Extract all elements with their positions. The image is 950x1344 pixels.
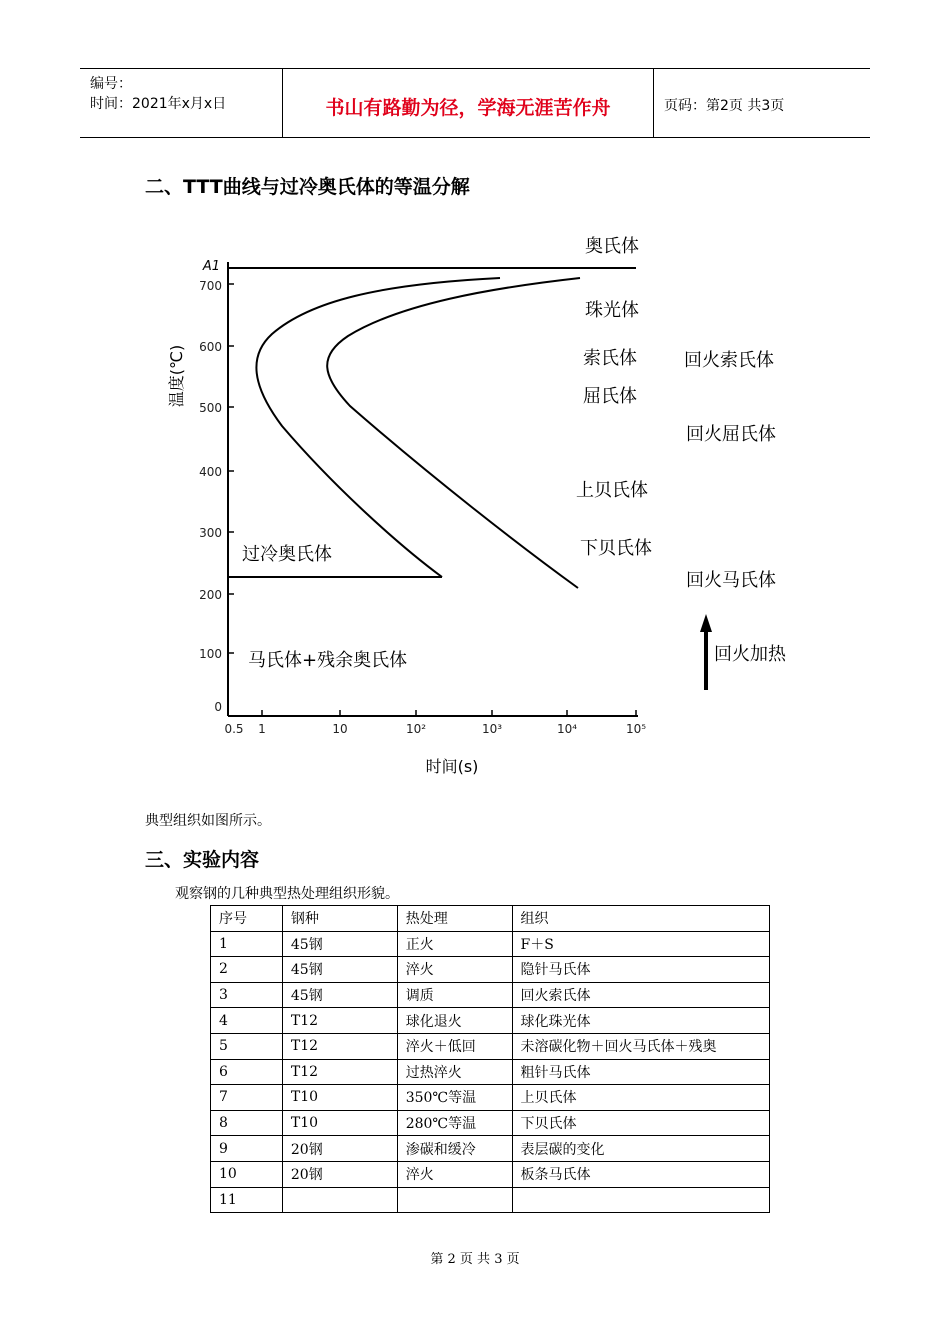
header-page-info: 页码：第2页 共3页 — [664, 98, 785, 114]
tempering-arrow-icon — [700, 614, 712, 632]
table-row — [211, 1085, 770, 1111]
table-cell: 20钢 — [282, 1136, 397, 1162]
table-cell: 下贝氏体 — [512, 1110, 769, 1136]
table-cell: 2 — [211, 957, 283, 983]
table-cell: 10 — [211, 1161, 283, 1187]
table-cell: 20钢 — [282, 1161, 397, 1187]
table-cell: 淬火 — [397, 1161, 512, 1187]
x-tick-label: 0.5 — [224, 722, 244, 736]
page-header — [80, 68, 870, 138]
label-martensite-retained: 马氏体+残余奥氏体 — [248, 650, 408, 671]
table-cell: 回火索氏体 — [512, 982, 769, 1008]
table-row — [211, 1033, 770, 1059]
table-cell: 板条马氏体 — [512, 1161, 769, 1187]
x-tick-label: 10² — [405, 722, 427, 736]
table-cell: 淬火 — [397, 957, 512, 983]
table-cell: 组织 — [512, 906, 769, 932]
experiment-table — [210, 905, 770, 1213]
y-tick-label: 500 — [199, 401, 222, 415]
x-tick-label: 10³ — [481, 722, 503, 736]
diagram-caption: 典型组织如图所示。 — [145, 813, 271, 829]
table-cell: 4 — [211, 1008, 283, 1034]
table-row — [211, 982, 770, 1008]
page-footer: 第 2 页 共 3 页 — [430, 1252, 520, 1267]
doc-time-label: 时间：2021年x月x日 — [90, 96, 227, 112]
table-cell: 280℃等温 — [397, 1110, 512, 1136]
label-upper-bainite: 上贝氏体 — [576, 480, 648, 501]
table-cell: T12 — [282, 1008, 397, 1034]
table-cell: F＋S — [512, 931, 769, 957]
table-cell: T12 — [282, 1059, 397, 1085]
y-tick-label: 200 — [199, 588, 222, 602]
table-cell: 过热淬火 — [397, 1059, 512, 1085]
table-cell: 7 — [211, 1085, 283, 1111]
ttt-diagram — [160, 226, 820, 786]
table-cell: 上贝氏体 — [512, 1085, 769, 1111]
table-cell: T10 — [282, 1085, 397, 1111]
table-cell: 热处理 — [397, 906, 512, 932]
header-meta — [80, 69, 283, 137]
y-tick-label: 100 — [199, 647, 222, 661]
table-cell: 正火 — [397, 931, 512, 957]
table-cell: 350℃等温 — [397, 1085, 512, 1111]
table-cell: 钢种 — [282, 906, 397, 932]
y-tick-label: 300 — [199, 526, 222, 540]
y-tick-label: 400 — [199, 465, 222, 479]
section3-intro: 观察钢的几种典型热处理组织形貌。 — [175, 886, 399, 902]
x-tick-label: 10⁴ — [556, 722, 578, 736]
table-cell — [397, 1187, 512, 1213]
label-austenite: 奥氏体 — [585, 236, 639, 257]
table-cell: 11 — [211, 1187, 283, 1213]
x-tick-label: 1 — [258, 722, 266, 736]
section2-title: 二、TTT曲线与过冷奥氏体的等温分解 — [145, 176, 470, 198]
a1-label: A1 — [202, 259, 220, 274]
table-cell: T10 — [282, 1110, 397, 1136]
table-row — [211, 957, 770, 983]
x-tick-label: 10⁵ — [625, 722, 647, 736]
label-tempered-martensite: 回火马氏体 — [686, 570, 776, 591]
table-cell: 6 — [211, 1059, 283, 1085]
y-tick-label: 0 — [214, 700, 222, 714]
table-row — [211, 1059, 770, 1085]
label-lower-bainite: 下贝氏体 — [580, 538, 652, 559]
table-cell: 粗针马氏体 — [512, 1059, 769, 1085]
table-cell: 8 — [211, 1110, 283, 1136]
table-cell: 1 — [211, 931, 283, 957]
label-sorbite: 索氏体 — [583, 348, 637, 369]
y-tick-label: 700 — [199, 279, 222, 293]
x-axis-title: 时间(s) — [425, 757, 479, 776]
table-row — [211, 1187, 770, 1213]
x-tick-label: 10 — [332, 722, 348, 736]
table-cell: 9 — [211, 1136, 283, 1162]
table-row — [211, 1136, 770, 1162]
start-curve — [256, 278, 500, 577]
table-row — [211, 931, 770, 957]
table-cell — [512, 1187, 769, 1213]
table-cell: 未溶碳化物＋回火马氏体＋残奥 — [512, 1033, 769, 1059]
label-tempering-heating: 回火加热 — [714, 644, 786, 665]
label-supercooled-austenite: 过冷奥氏体 — [242, 544, 332, 565]
section3-title: 三、实验内容 — [145, 849, 260, 871]
label-tempered-sorbite: 回火索氏体 — [684, 350, 774, 371]
table-cell: 调质 — [397, 982, 512, 1008]
finish-curve — [327, 278, 580, 588]
table-cell: T12 — [282, 1033, 397, 1059]
table-cell: 序号 — [211, 906, 283, 932]
table-row — [211, 1008, 770, 1034]
table-cell: 球化珠光体 — [512, 1008, 769, 1034]
header-motto: 书山有路勤为径，学海无涯苦作舟 — [325, 97, 611, 119]
table-cell: 淬火＋低回 — [397, 1033, 512, 1059]
table-cell: 渗碳和缓冷 — [397, 1136, 512, 1162]
y-tick-label: 600 — [199, 340, 222, 354]
table-cell: 45钢 — [282, 931, 397, 957]
table-cell: 3 — [211, 982, 283, 1008]
table-row — [211, 1161, 770, 1187]
table-cell: 45钢 — [282, 982, 397, 1008]
table-cell: 表层碳的变化 — [512, 1136, 769, 1162]
table-cell: 45钢 — [282, 957, 397, 983]
label-troostite: 屈氏体 — [583, 386, 637, 407]
table-cell — [282, 1187, 397, 1213]
doc-number-label: 编号： — [90, 76, 132, 92]
table-header-row — [211, 906, 770, 932]
label-pearlite: 珠光体 — [585, 300, 639, 321]
header-motto-cell — [283, 69, 654, 137]
table-cell: 隐针马氏体 — [512, 957, 769, 983]
label-tempered-troostite: 回火屈氏体 — [686, 424, 776, 445]
table-cell: 5 — [211, 1033, 283, 1059]
y-axis-title: 温度(℃) — [167, 344, 186, 408]
table-row — [211, 1110, 770, 1136]
table-cell: 球化退火 — [397, 1008, 512, 1034]
